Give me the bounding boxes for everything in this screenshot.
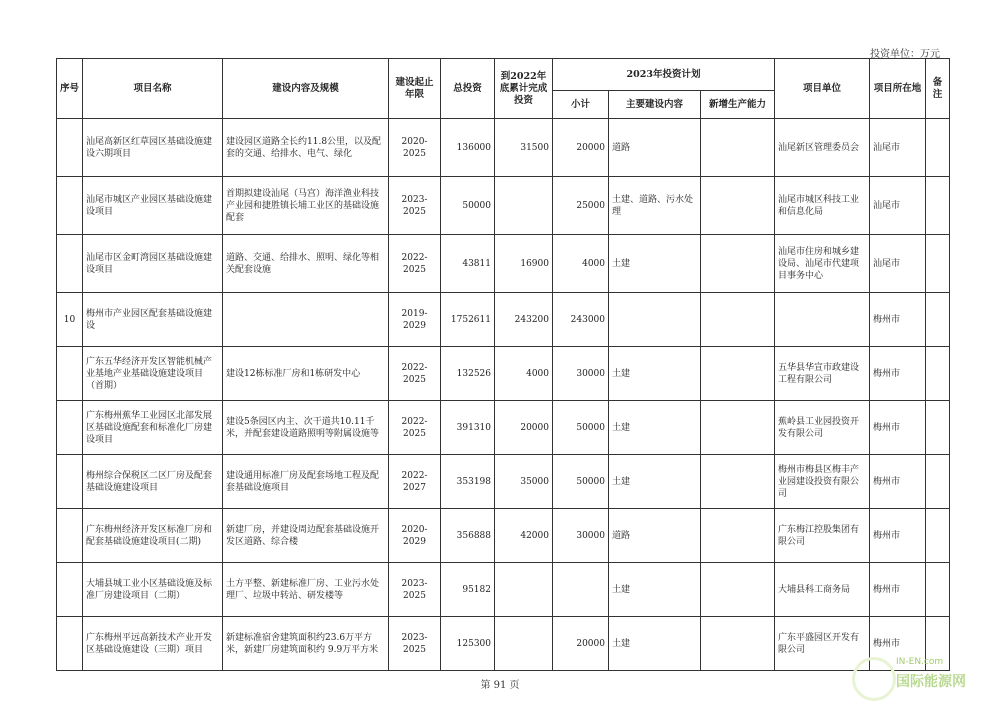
cell-main-content: 土建 bbox=[609, 563, 701, 617]
cell-total: 1752611 bbox=[441, 293, 495, 347]
cell-unit: 蕉岭县工业园投资开发有限公司 bbox=[775, 401, 870, 455]
cell-location: 汕尾市 bbox=[870, 235, 926, 293]
cell-location: 梅州市 bbox=[870, 563, 926, 617]
cell-done bbox=[495, 563, 553, 617]
unit-label: 投资单位：万元 bbox=[870, 49, 940, 60]
table-row bbox=[57, 455, 950, 509]
cell-new-capacity bbox=[701, 119, 775, 177]
cell-done: 20000 bbox=[495, 401, 553, 455]
cell-unit: 汕尾市城区科技工业和信息化局 bbox=[775, 177, 870, 235]
header-content: 建设内容及规模 bbox=[223, 59, 389, 119]
cell-total: 95182 bbox=[441, 563, 495, 617]
table-row bbox=[57, 401, 950, 455]
cell-done: 4000 bbox=[495, 347, 553, 401]
header-seq: 序号 bbox=[57, 59, 83, 119]
cell-done: 243200 bbox=[495, 293, 553, 347]
cell-period: 2020-2025 bbox=[389, 119, 441, 177]
cell-name: 广东五华经济开发区智能机械产业基地产业基础设施建设项目（首期） bbox=[83, 347, 223, 401]
header-plan2023: 2023年投资计划 bbox=[553, 59, 775, 91]
table-row bbox=[57, 617, 950, 671]
cell-seq bbox=[57, 235, 83, 293]
cell-unit: 汕尾市住房和城乡建设局、汕尾市代建项目事务中心 bbox=[775, 235, 870, 293]
cell-content: 首期拟建设汕尾（马宫）海洋渔业科技产业园和捷胜镇长埔工业区的基础设施配套 bbox=[223, 177, 389, 235]
cell-subtotal: 20000 bbox=[553, 119, 609, 177]
cell-content: 建设5条园区内主、次干道共10.11千米，并配套建设道路照明等附属设施等 bbox=[223, 401, 389, 455]
header-remark: 备注 bbox=[926, 59, 950, 119]
cell-content: 新建厂房，并建设周边配套基础设施开发区道路、综合楼 bbox=[223, 509, 389, 563]
cell-seq bbox=[57, 563, 83, 617]
cell-location: 梅州市 bbox=[870, 293, 926, 347]
investment-table bbox=[56, 58, 950, 671]
cell-new-capacity bbox=[701, 617, 775, 671]
cell-unit: 梅州市梅县区梅丰产业园建设投资有限公司 bbox=[775, 455, 870, 509]
cell-name: 大埔县城工业小区基础设施及标准厂房建设项目（二期） bbox=[83, 563, 223, 617]
cell-new-capacity bbox=[701, 563, 775, 617]
header-subtotal: 小计 bbox=[553, 91, 609, 119]
cell-location: 汕尾市 bbox=[870, 119, 926, 177]
table-row bbox=[57, 235, 950, 293]
header-period: 建设起止年限 bbox=[389, 59, 441, 119]
cell-unit: 大埔县科工商务局 bbox=[775, 563, 870, 617]
cell-unit: 广东梅江控股集团有限公司 bbox=[775, 509, 870, 563]
cell-subtotal: 243000 bbox=[553, 293, 609, 347]
cell-main-content: 土建 bbox=[609, 401, 701, 455]
cell-remark bbox=[926, 563, 950, 617]
cell-period: 2022-2025 bbox=[389, 401, 441, 455]
cell-remark bbox=[926, 177, 950, 235]
cell-seq bbox=[57, 177, 83, 235]
header-new-capacity: 新增生产能力 bbox=[701, 91, 775, 119]
cell-done: 42000 bbox=[495, 509, 553, 563]
cell-done bbox=[495, 617, 553, 671]
cell-main-content: 道路 bbox=[609, 119, 701, 177]
watermark-logo bbox=[852, 655, 982, 699]
cell-new-capacity bbox=[701, 401, 775, 455]
header-main-content: 主要建设内容 bbox=[609, 91, 701, 119]
cell-seq: 10 bbox=[57, 293, 83, 347]
cell-content: 建设12栋标准厂房和1栋研发中心 bbox=[223, 347, 389, 401]
cell-content bbox=[223, 293, 389, 347]
cell-main-content: 土建 bbox=[609, 617, 701, 671]
cell-name: 汕尾市区金町湾园区基础设施建设项目 bbox=[83, 235, 223, 293]
cell-main-content: 土建 bbox=[609, 455, 701, 509]
cell-subtotal: 20000 bbox=[553, 617, 609, 671]
cell-content: 道路、交通、给排水、照明、绿化等相关配套设施 bbox=[223, 235, 389, 293]
cell-total: 353198 bbox=[441, 455, 495, 509]
table-row bbox=[57, 293, 950, 347]
cell-period: 2023-2025 bbox=[389, 563, 441, 617]
watermark-ring-icon bbox=[852, 657, 896, 701]
cell-unit: 广东平盛园区开发有限公司 bbox=[775, 617, 870, 671]
cell-done bbox=[495, 177, 553, 235]
header-row-1 bbox=[57, 59, 950, 91]
cell-subtotal bbox=[553, 563, 609, 617]
cell-total: 132526 bbox=[441, 347, 495, 401]
cell-location: 梅州市 bbox=[870, 347, 926, 401]
cell-unit: 汕尾新区管理委员会 bbox=[775, 119, 870, 177]
cell-content: 建设园区道路全长约11.8公里，以及配套的交通、给排水、电气、绿化 bbox=[223, 119, 389, 177]
table-row bbox=[57, 563, 950, 617]
cell-location: 梅州市 bbox=[870, 455, 926, 509]
cell-location: 梅州市 bbox=[870, 509, 926, 563]
cell-remark bbox=[926, 293, 950, 347]
cell-remark bbox=[926, 235, 950, 293]
cell-content: 建设通用标准厂房及配套场地工程及配套基础设施项目 bbox=[223, 455, 389, 509]
cell-name: 梅州市产业园区配套基础设施建设 bbox=[83, 293, 223, 347]
watermark-tag: IN-EN.com bbox=[896, 657, 944, 667]
cell-total: 50000 bbox=[441, 177, 495, 235]
cell-done: 31500 bbox=[495, 119, 553, 177]
watermark-site: 国际能源网 bbox=[896, 674, 966, 690]
cell-name: 广东梅州平远高新技术产业开发区基础设施建设（三期）项目 bbox=[83, 617, 223, 671]
cell-seq bbox=[57, 455, 83, 509]
cell-location: 梅州市 bbox=[870, 617, 926, 671]
cell-location: 汕尾市 bbox=[870, 177, 926, 235]
cell-period: 2022-2025 bbox=[389, 235, 441, 293]
cell-new-capacity bbox=[701, 347, 775, 401]
cell-new-capacity bbox=[701, 509, 775, 563]
cell-seq bbox=[57, 509, 83, 563]
cell-remark bbox=[926, 509, 950, 563]
cell-period: 2022-2025 bbox=[389, 347, 441, 401]
cell-main-content: 道路 bbox=[609, 509, 701, 563]
cell-name: 汕尾市城区产业园区基础设施建设项目 bbox=[83, 177, 223, 235]
cell-new-capacity bbox=[701, 177, 775, 235]
cell-seq bbox=[57, 401, 83, 455]
cell-name: 广东梅州经济开发区标准厂房和配套基础设施建设项目(二期) bbox=[83, 509, 223, 563]
cell-done: 16900 bbox=[495, 235, 553, 293]
header-unit: 项目单位 bbox=[775, 59, 870, 119]
cell-period: 2020-2029 bbox=[389, 509, 441, 563]
page-number: 第 91 页 bbox=[480, 680, 520, 691]
cell-name: 广东梅州蕉华工业园区北部发展区基础设施配套和标准化厂房建设项目 bbox=[83, 401, 223, 455]
cell-period: 2023-2025 bbox=[389, 617, 441, 671]
cell-main-content: 土建 bbox=[609, 347, 701, 401]
cell-total: 136000 bbox=[441, 119, 495, 177]
cell-new-capacity bbox=[701, 293, 775, 347]
cell-remark bbox=[926, 455, 950, 509]
cell-seq bbox=[57, 617, 83, 671]
cell-total: 43811 bbox=[441, 235, 495, 293]
cell-main-content: 土建 bbox=[609, 235, 701, 293]
cell-period: 2019-2029 bbox=[389, 293, 441, 347]
cell-total: 125300 bbox=[441, 617, 495, 671]
header-location: 项目所在地 bbox=[870, 59, 926, 119]
cell-subtotal: 30000 bbox=[553, 347, 609, 401]
header-name: 项目名称 bbox=[83, 59, 223, 119]
table-row bbox=[57, 347, 950, 401]
cell-period: 2023-2025 bbox=[389, 177, 441, 235]
cell-seq bbox=[57, 119, 83, 177]
cell-subtotal: 50000 bbox=[553, 401, 609, 455]
header-done2022: 到2022年底累计完成投资 bbox=[495, 59, 553, 119]
cell-name: 梅州综合保税区二区厂房及配套基础设施建设项目 bbox=[83, 455, 223, 509]
cell-period: 2022-2027 bbox=[389, 455, 441, 509]
cell-new-capacity bbox=[701, 455, 775, 509]
cell-total: 356888 bbox=[441, 509, 495, 563]
table-row bbox=[57, 509, 950, 563]
table-row bbox=[57, 119, 950, 177]
table-row bbox=[57, 177, 950, 235]
cell-content: 新建标准宿舍建筑面积约23.6万平方米，新建厂房建筑面积约 9.9万平方米 bbox=[223, 617, 389, 671]
cell-main-content bbox=[609, 293, 701, 347]
cell-new-capacity bbox=[701, 235, 775, 293]
cell-content: 土方平整、新建标准厂房、工业污水处理厂、垃圾中转站、研发楼等 bbox=[223, 563, 389, 617]
cell-remark bbox=[926, 119, 950, 177]
cell-name: 汕尾高新区红草园区基础设施建设六期项目 bbox=[83, 119, 223, 177]
cell-subtotal: 4000 bbox=[553, 235, 609, 293]
cell-remark bbox=[926, 347, 950, 401]
cell-main-content: 土建、道路、污水处理 bbox=[609, 177, 701, 235]
cell-subtotal: 30000 bbox=[553, 509, 609, 563]
cell-subtotal: 25000 bbox=[553, 177, 609, 235]
cell-unit: 五华县华宣市政建设工程有限公司 bbox=[775, 347, 870, 401]
cell-total: 391310 bbox=[441, 401, 495, 455]
cell-done: 35000 bbox=[495, 455, 553, 509]
cell-unit bbox=[775, 293, 870, 347]
cell-location: 梅州市 bbox=[870, 401, 926, 455]
header-total: 总投资 bbox=[441, 59, 495, 119]
cell-remark bbox=[926, 401, 950, 455]
cell-seq bbox=[57, 347, 83, 401]
cell-subtotal: 50000 bbox=[553, 455, 609, 509]
